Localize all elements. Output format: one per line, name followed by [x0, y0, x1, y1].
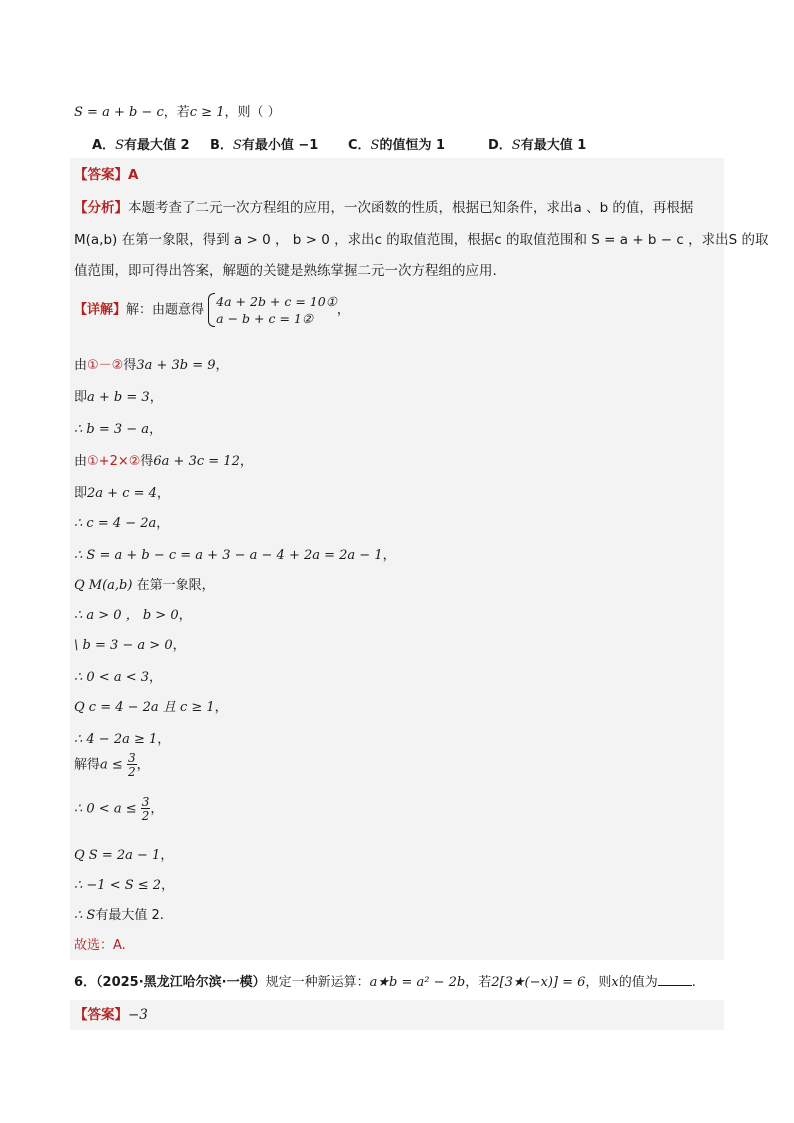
option-a[interactable]: A．S有最大值 2	[92, 138, 190, 153]
answer-blank[interactable]	[658, 973, 692, 986]
question-stem: S = a + b − c，若c ≥ 1，则（ ）	[74, 105, 281, 120]
option-b[interactable]: B．S有最小值 −1	[210, 138, 319, 153]
answer-value: A	[128, 167, 139, 183]
step-16: Q S = 2a − 1，	[74, 848, 174, 863]
step-11: ∴ 0 < a < 3，	[74, 670, 163, 685]
step-13: ∴ 4 − 2a ≥ 1，	[74, 732, 171, 747]
step-8: Q M(a,b) 在第一象限，	[74, 578, 215, 593]
step-12: Q c = 4 − 2a 且 c ≥ 1，	[74, 700, 228, 715]
question-6: 6．（2025·黑龙江哈尔滨·一模）规定一种新运算：a★b = a² − 2b，若2[3★(−x)] = 6，则x的值为 .	[74, 975, 696, 990]
stem-expression: S = a + b − c	[74, 105, 164, 120]
step-9: ∴ a > 0 ， b > 0，	[74, 608, 192, 623]
q6-answer-value: −3	[128, 1007, 148, 1023]
step-14: 解得a ≤ $\frac{3}{2}$ ，	[74, 751, 150, 779]
q6-answer-line: 【答案】−3	[74, 1007, 148, 1023]
fraction: $\frac{3}{2}$	[141, 795, 150, 823]
option-c[interactable]: C．S的值恒为 1	[348, 138, 446, 153]
analysis-line-1: 【分析】本题考查了二元一次方程组的应用，一次函数的性质，根据已知条件，求出a 、b 的值，再根据	[74, 200, 694, 216]
step-17: ∴ −1 < S ≤ 2，	[74, 878, 175, 893]
analysis-line-3: 值范围，即可得出答案，解题的关键是熟练掌握二元一次方程组的应用.	[74, 263, 497, 279]
q6-answer-panel	[70, 1000, 724, 1030]
step-2: 即a + b = 3，	[74, 390, 163, 405]
step-3: ∴ b = 3 − a，	[74, 422, 163, 437]
step-4: 由①+2×②得6a + 3c = 12，	[74, 454, 253, 469]
stem-condition: c ≥ 1	[189, 105, 225, 120]
step-15: ∴ 0 < a ≤ $\frac{3}{2}$ ，	[74, 795, 164, 823]
step-10: \ b = 3 − a > 0，	[74, 638, 186, 653]
fraction: $\frac{3}{2}$	[127, 751, 136, 779]
detail-intro: 【详解】解：由题意得 4a + 2b + c = 10① a − b + c = 1② ，	[74, 294, 350, 326]
choose-line: 故选：A.	[74, 938, 126, 953]
option-d[interactable]: D．S有最大值 1	[488, 138, 587, 153]
equation-system: 4a + 2b + c = 10① a − b + c = 1②	[208, 293, 337, 327]
answer-line: 【答案】A	[74, 167, 139, 183]
analysis-line-2: M(a,b) 在第一象限，得到 a > 0 ， b > 0 ，求出c 的取值范围，根据c 的取值范围和 S = a + b − c ，求出S 的取	[74, 232, 769, 248]
step-7: ∴ S = a + b − c = a + 3 − a − 4 + 2a = 2a − 1，	[74, 548, 396, 563]
step-18: ∴ S有最大值 2.	[74, 908, 164, 923]
step-1: 由①－②得3a + 3b = 9，	[74, 358, 229, 373]
step-5: 即2a + c = 4，	[74, 486, 170, 501]
step-6: ∴ c = 4 − 2a，	[74, 516, 170, 531]
